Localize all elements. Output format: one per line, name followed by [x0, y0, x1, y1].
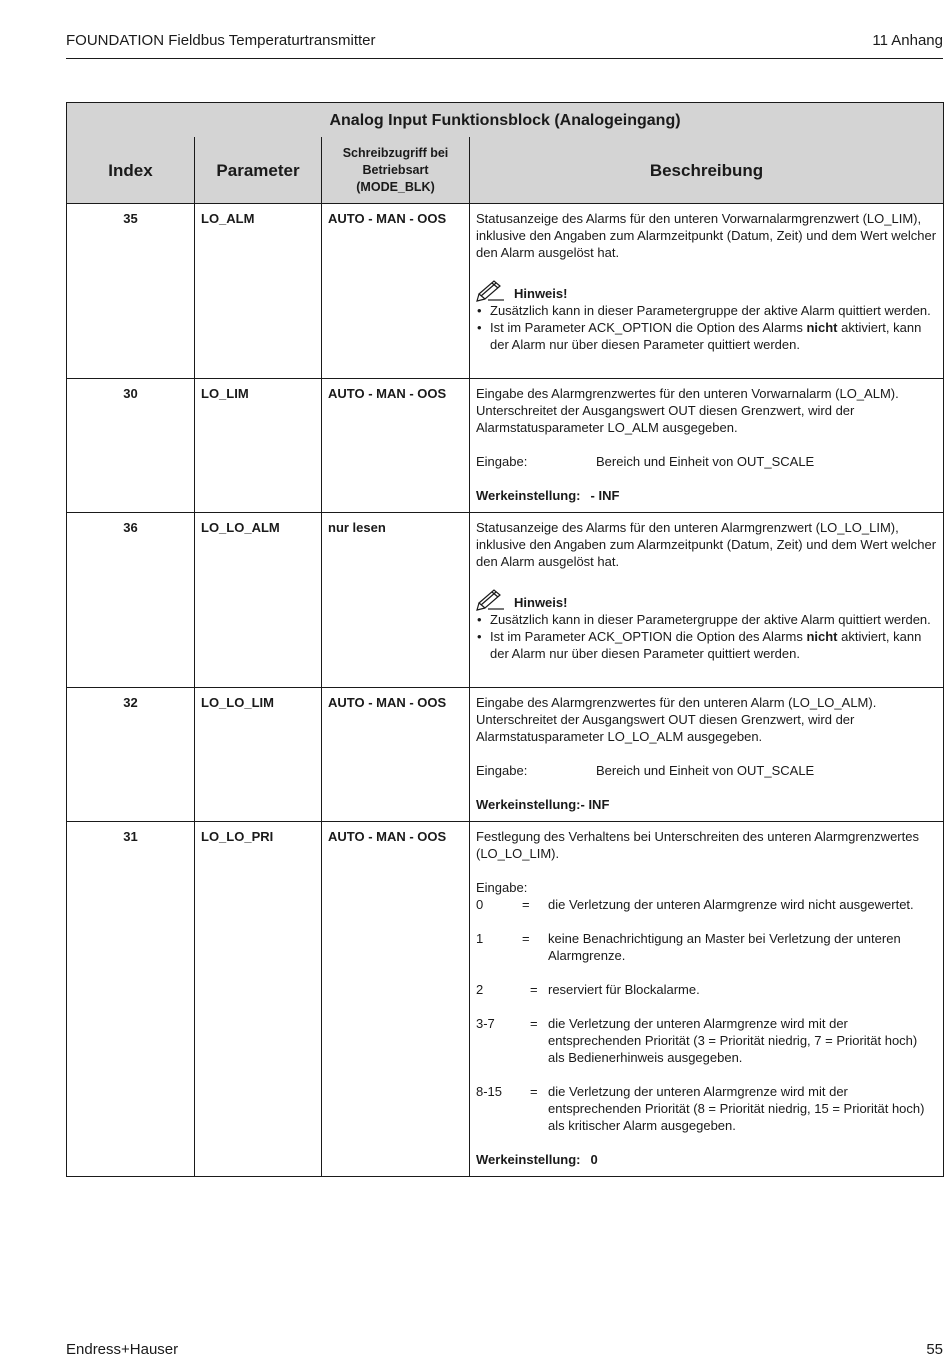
- description-text: Statusanzeige des Alarms für den unteren Vorwarnalarmgrenzwert (LO_LIM), inklusive den Angaben zum Alarmzeitpunkt (Datum, Zeit) und dem Wert welcher den Alarm ausgelöst hat.: [476, 211, 937, 260]
- row-description: [470, 822, 944, 1177]
- row-index: 32: [67, 688, 195, 822]
- table-row: [67, 204, 944, 379]
- company-name: Endress+Hauser: [66, 1341, 179, 1358]
- input-spec: Eingabe: Bereich und Einheit von OUT_SCALE: [476, 763, 815, 778]
- hint-bullet: • Ist im Parameter ACK_OPTION die Option des Alarms nicht aktiviert, kann der Alarm nur über diesen Parameter quittiert werden.: [490, 628, 937, 662]
- row-parameter: LO_LIM: [195, 379, 322, 513]
- row-mode: AUTO - MAN - OOS: [322, 822, 470, 1177]
- row-parameter: LO_LO_ALM: [195, 513, 322, 688]
- row-parameter: LO_ALM: [195, 204, 322, 379]
- page-header: [66, 28, 943, 59]
- row-mode: AUTO - MAN - OOS: [322, 204, 470, 379]
- table-row: [67, 379, 944, 513]
- hint-bullet: • Ist im Parameter ACK_OPTION die Option des Alarms nicht aktiviert, kann der Alarm nur über diesen Parameter quittiert werden.: [490, 319, 937, 353]
- pencil-note-icon: [476, 587, 506, 611]
- row-index: 35: [67, 204, 195, 379]
- header-title: FOUNDATION Fieldbus Temperaturtransmitter: [66, 32, 376, 49]
- hint-bullet: • Zusätzlich kann in dieser Parametergruppe der aktive Alarm quittiert werden.: [490, 302, 937, 319]
- table-row: [67, 688, 944, 822]
- hint-block: [476, 587, 937, 662]
- column-header-parameter: Parameter: [195, 137, 322, 204]
- page-number: 55: [926, 1341, 943, 1358]
- row-mode: AUTO - MAN - OOS: [322, 379, 470, 513]
- table-row: [67, 513, 944, 688]
- hint-bullet: • Zusätzlich kann in dieser Parametergruppe der aktive Alarm quittiert werden.: [490, 611, 937, 628]
- row-index: 30: [67, 379, 195, 513]
- hint-block: [476, 278, 937, 353]
- row-description: [470, 204, 944, 379]
- row-parameter: LO_LO_LIM: [195, 688, 322, 822]
- description-text: Statusanzeige des Alarms für den unteren Alarmgrenzwert (LO_LO_LIM), inklusive den Angaben zum Alarmzeitpunkt (Datum, Zeit) und dem Wert welcher den Alarm ausgelöst hat.: [476, 520, 937, 569]
- option-item: 8-15 = die Verletzung der unteren Alarmgrenze wird mit der entsprechenden Priorität (8 = Priorität niedrig, 15 = Priorität hoch) als kritischer Alarm ausgegeben.: [476, 1084, 925, 1133]
- default-value: Werkeinstellung:- INF: [476, 797, 610, 812]
- parameter-table: [66, 102, 944, 1177]
- row-mode: nur lesen: [322, 513, 470, 688]
- default-value: Werkeinstellung: - INF: [476, 488, 620, 503]
- option-item: 1 = keine Benachrichtigung an Master bei Verletzung der unteren Alarmgrenze.: [476, 931, 901, 963]
- description-text: Festlegung des Verhaltens bei Unterschreiten des unteren Alarmgrenzwertes (LO_LO_LIM).: [476, 829, 919, 861]
- input-spec: Eingabe: Bereich und Einheit von OUT_SCALE: [476, 454, 815, 469]
- pencil-note-icon: [476, 278, 506, 302]
- default-value: Werkeinstellung: 0: [476, 1152, 598, 1167]
- description-text: Eingabe des Alarmgrenzwertes für den unteren Alarm (LO_LO_ALM). Unterschreitet der Ausgangswert OUT diesen Grenzwert, wird der Alarmstatusparameter LO_LO_ALM ausgegeben.: [476, 695, 877, 744]
- description-text: Eingabe des Alarmgrenzwertes für den unteren Vorwarnalarm (LO_ALM). Unterschreitet der Ausgangswert OUT diesen Grenzwert, wird der Alarmstatusparameter LO_ALM ausgegeben.: [476, 386, 899, 435]
- option-item: 3-7 = die Verletzung der unteren Alarmgrenze wird mit der entsprechenden Priorität (3 = Priorität niedrig, 7 = Priorität hoch) als Bedienerhinweis ausgegeben.: [476, 1016, 918, 1065]
- input-label: Eingabe:: [476, 880, 528, 895]
- option-item: 2 = reserviert für Blockalarme.: [476, 982, 700, 997]
- row-description: [470, 379, 944, 513]
- option-item: 0 = die Verletzung der unteren Alarmgrenze wird nicht ausgewertet.: [476, 897, 914, 912]
- row-description: [470, 688, 944, 822]
- row-description: [470, 513, 944, 688]
- header-section: 11 Anhang: [872, 32, 943, 49]
- column-header-index: Index: [67, 137, 195, 204]
- row-index: 31: [67, 822, 195, 1177]
- column-header-access: Schreibzugriff bei Betriebsart (MODE_BLK): [322, 137, 470, 204]
- row-parameter: LO_LO_PRI: [195, 822, 322, 1177]
- row-mode: AUTO - MAN - OOS: [322, 688, 470, 822]
- table-row: [67, 822, 944, 1177]
- table-caption: Analog Input Funktionsblock (Analogeingang): [67, 103, 944, 138]
- row-index: 36: [67, 513, 195, 688]
- column-header-description: Beschreibung: [470, 137, 944, 204]
- hint-title: Hinweis!: [514, 286, 568, 301]
- hint-title: Hinweis!: [514, 595, 568, 610]
